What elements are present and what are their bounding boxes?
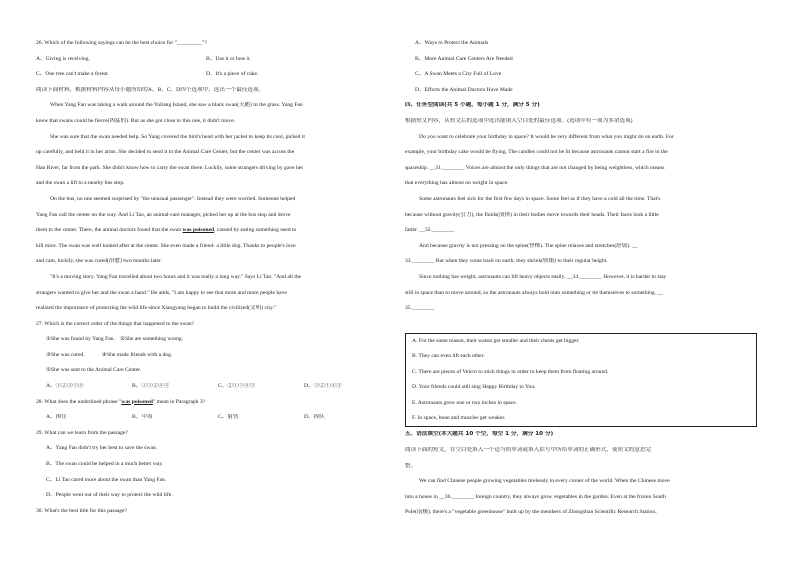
passage-line: She was sure that the swan needed help. So Yang covered the bird's head with her jacket to keep its cool, picked it <box>50 133 305 140</box>
q26-options-ab <box>36 56 388 63</box>
passage-segment: , caused by eating something used to <box>214 227 297 234</box>
underlined-phrase: was poisoned <box>182 227 215 234</box>
q28-option-a: A、困住 <box>46 414 67 421</box>
q28-options <box>36 414 388 421</box>
passage-line: Yang Fan call the center on the way. And Li Tao, an animal-care manager, picked her up at the bus stop and drove <box>36 211 291 218</box>
q27-statements-12 <box>36 336 388 343</box>
passage-line: Han River, far from the park. She didn't know how to carry the swan there. Luckily, some strangers driving by gave her <box>36 164 304 171</box>
passage-line: and care, luckily, she was cured(治愈) two months later. <box>36 258 162 265</box>
q29-option-b: B、The swan could be helped in a much better way. <box>46 461 164 468</box>
q27-statement-2: ②She ate something wrong. <box>120 336 184 343</box>
q30-option-b: B、More Animal Care Centers Are Needed <box>415 55 513 62</box>
q27-statement-3: ③She was cured. <box>46 351 85 358</box>
option-item: B. They can even lift each other. <box>412 353 485 360</box>
left-column <box>36 40 388 515</box>
passage-line-underlined <box>36 227 388 234</box>
passage-line: 33.________ But when they come back on earth, they shrink(收缩) to their regular height. <box>405 258 608 265</box>
passage-line: Pole(南极), there's a "vegetable greenhouse" built up by the members of Zhongshan Scientific Research Station, <box>405 509 657 516</box>
passage-line: spaceship. __31.________ Voices are almost the only things that are not changed by being weightless, which means <box>405 164 665 171</box>
passage-line: because without gravity(引力), the fluids(液体) in their bodies move towards their heads. Their faces look a little <box>405 211 659 218</box>
q26-option-d: D、It's a piece of cake. <box>206 71 259 78</box>
section-4-title: 四、任务型阅读(共 5 小题，每小题 1 分，满分 5 分) <box>405 102 540 109</box>
section-5-instruction: 阅读下面的短文，在空白处填入一个适当的单词或填入括号中所给单词的正确形式，使短文的意思完 <box>405 447 652 454</box>
q30-option-c: C、A Swan Meets a City Full of Love <box>415 71 502 78</box>
passage-line: up carefully, and held it in her arms. She decided to send it to the Animal Care Center, but the center was across the <box>36 149 295 156</box>
q30-stem: 30. What's the best title for this passage? <box>36 507 128 514</box>
option-item: D. Your friends could still sing Happy Birthday to You. <box>412 384 536 391</box>
q27-statement-4: ④She made friends with a dog. <box>102 351 173 358</box>
q30-option-a: A、Ways to Protect the Animals <box>415 40 489 46</box>
q26-option-b: B、Use it or lose it. <box>206 55 251 62</box>
passage-line: We can find Chinese people growing vegetables tirelessly in every corner of the world. When the Chinese move <box>419 478 670 485</box>
q28-stem <box>36 399 388 406</box>
passage-line: When Yang Fan was taking a walk around the Yuliang Island, she saw a black swan(天鹅) in the grass. Yang Fan <box>50 102 303 109</box>
q27-statement-1: ①She was found by Yang Fan. <box>46 336 115 343</box>
passage-line: 35.________ <box>405 305 435 312</box>
passage-line: kill mice. The swan was well looked after at the center. She even made a friend- a little dog. Thanks to people's love <box>36 242 296 249</box>
q27-option-a: A、①②③⑤④ <box>46 383 84 390</box>
q28-option-b: B、中毒 <box>132 414 153 421</box>
passage-line: Some astronauts feel sick for the first few days in space. Some feel as if they have a cold all the time. That's <box>419 195 661 202</box>
q26-stem: 26. Which of the following sayings can be the best choice for "_________"? <box>36 40 207 46</box>
q28-stem-text: 28. What does the underlined phrase " <box>36 398 122 405</box>
q28-stem-text: " mean in Paragraph 3? <box>152 398 206 405</box>
passage-line: strangers wanted to give her and the swan a hand." He adds, "I am happy to see that more and more people have <box>36 289 287 296</box>
passage-line: And because gravity is not pressing on the spine(脊椎). The spine relaxes and stretches(舒展). __ <box>419 242 638 249</box>
options-box <box>405 333 757 428</box>
passage-line: and the swan a lift to a nearby bus stop. <box>36 180 125 187</box>
right-column <box>405 40 757 517</box>
q30-option-d: D、Efforts the Animal Doctors Have Made <box>415 86 513 93</box>
option-item: E. Astronauts grow one or two inches in space. <box>412 399 518 406</box>
q29-stem: 29. What can we learn from the passage? <box>36 429 128 436</box>
passage-line: Since nothing has weight, astronauts can lift heavy objects easily. __34.________ However, it is harder to stay <box>419 273 667 280</box>
section-5-instruction-cont: 整。 <box>405 462 417 469</box>
reading-instruction: 阅读下面材料，根据材料内容从每小题所给的A、B、C、D四个选项中，选出一个最佳选项。 <box>36 86 265 93</box>
q29-option-c: C、Li Tao cared more about the swan than Yang Fan. <box>46 476 167 483</box>
passage-line: knew that swans could be fierce(凶猛的). But as she got close to this one, it didn't move. <box>36 117 236 124</box>
q27-option-c: C、②①⑤④③ <box>218 383 256 390</box>
q27-options <box>36 383 388 390</box>
q27-option-b: B、①⑤②④③ <box>132 383 170 390</box>
passage-line: realized the importance of protecting the wild life since Xiangyang began to build the civilized(文明) city." <box>36 305 277 312</box>
q26-options-cd <box>36 71 388 78</box>
q28-underlined-phrase: was poisoned <box>121 398 153 405</box>
passage-line: "It's a moving story. Yang Fan travelled about two hours and it was really a long way." Says Li Tao. "And all the <box>50 273 302 280</box>
passage-line: Do you want to celebrate your birthday in space? It would be very different from what you might do on earth. For <box>419 133 674 140</box>
option-item: A. For the same reason, their waists get smaller and their chests get bigger. <box>412 337 580 344</box>
q26-option-c: C、One tree can't make a forest. <box>36 71 110 78</box>
q27-statement-5: ⑤She was sent to the Animal Care Center. <box>46 367 142 374</box>
passage-line: still in space than to move around, so the astronauts always hold onto something or tie themselves to something. __ <box>405 289 664 296</box>
q29-option-d: D、People went out of their way to protect the wild life. <box>46 492 173 499</box>
passage-segment: them to the center. There, the animal doctors found that the swan <box>36 227 183 234</box>
q28-option-c: C、射伤 <box>218 414 239 421</box>
passage-line: On the bus, no one seemed surprised by "the unusual passenger". Instead they were worried. Someone helped <box>50 195 296 202</box>
option-item: F. In space, bone and muscles get weaker. <box>412 415 506 422</box>
section-5-title: 五、语法填空(本大题共 10 个空，每空 1 分，满分 10 分) <box>405 431 554 438</box>
passage-line: into a house in __36.________ foreign country, they always grow vegetables in the garden. Even at the frozen South <box>405 493 666 500</box>
q26-option-a: A、Giving is receiving. <box>36 55 90 62</box>
q27-option-d: D、⑤②①④③ <box>304 383 342 390</box>
q28-option-d: D、掉队 <box>304 414 325 421</box>
option-item: C. There are pieces of Velcro to stick things in order to keep them from floating around. <box>412 368 609 375</box>
q29-option-a: A、Yang Fan didn't try her best to save the swan. <box>46 445 158 452</box>
q27-statements-34 <box>36 352 388 359</box>
passage-line: fatter. __32.________ <box>405 227 455 234</box>
section-4-instruction: 根据短文内容，从短文后的选项中选出能填入空白处的最佳选项。(选项中有一项为多余选项) <box>405 117 633 124</box>
passage-line: that everything has almost no weight in space. <box>405 180 509 187</box>
passage-line: example, your birthday cake would be flying. The candles could not be lit because astronauts cannot start a fire in the <box>405 149 668 156</box>
q27-stem: 27. Which is the correct order of the things that happened to the swan? <box>36 320 195 327</box>
